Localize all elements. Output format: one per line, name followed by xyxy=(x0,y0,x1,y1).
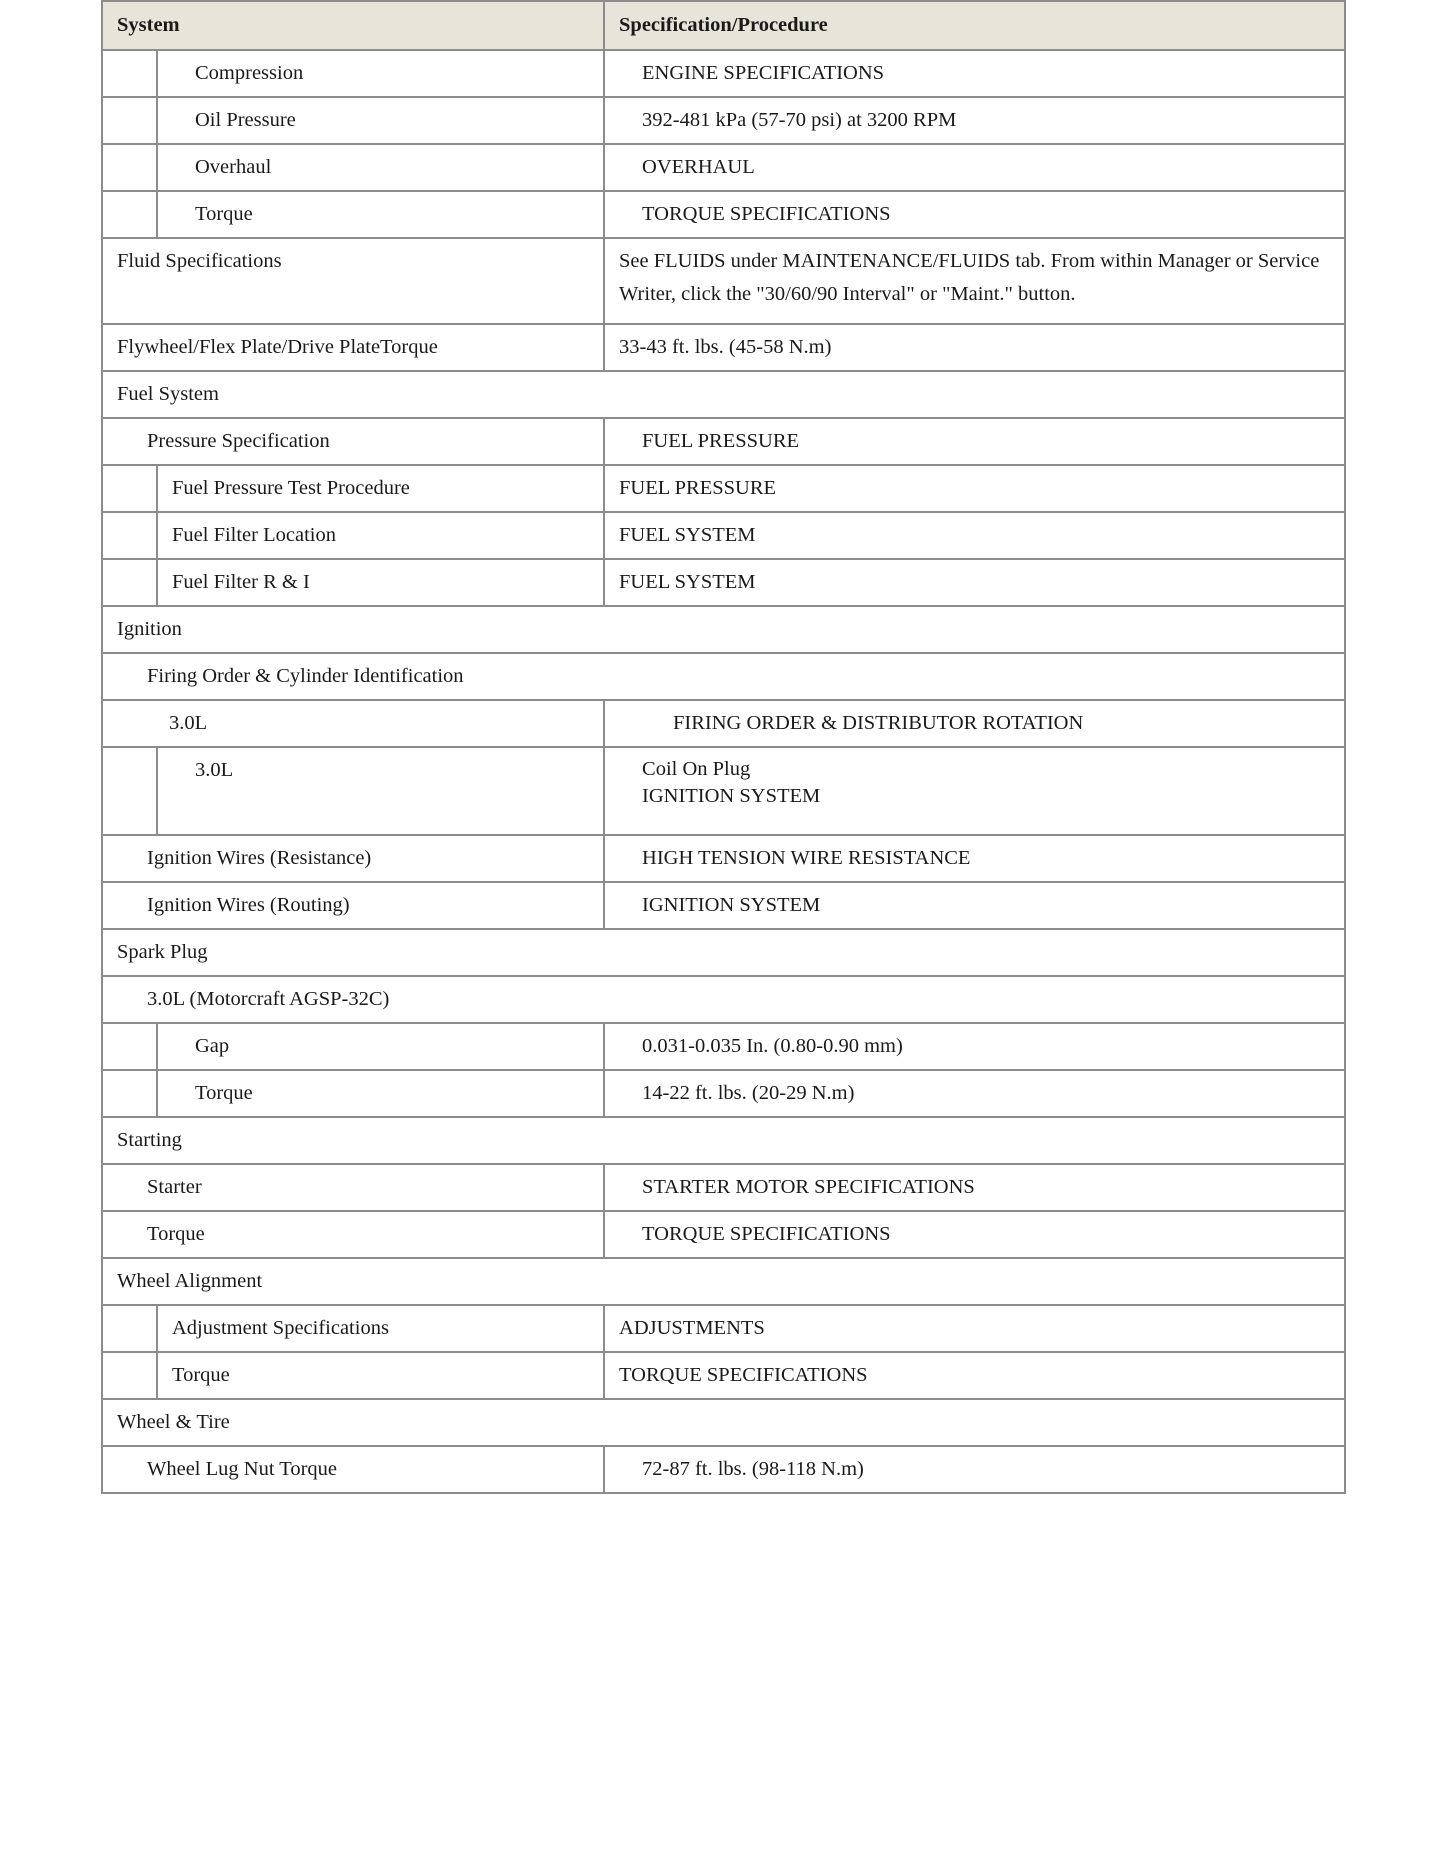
subsection-heading: 3.0L (Motorcraft AGSP-32C) xyxy=(102,976,1345,1023)
section-heading: Fuel System xyxy=(102,371,1345,418)
section-heading: Wheel & Tire xyxy=(102,1399,1345,1446)
system-cell: Fluid Specifications xyxy=(102,238,604,324)
indent-cell xyxy=(102,97,157,144)
system-cell: Fuel Filter R & I xyxy=(157,559,604,606)
section-row xyxy=(102,1117,1345,1164)
indent-cell xyxy=(102,512,157,559)
system-cell: Adjustment Specifications xyxy=(157,1305,604,1352)
section-row xyxy=(102,1399,1345,1446)
section-row xyxy=(102,976,1345,1023)
spec-cell: FUEL PRESSURE xyxy=(604,465,1345,512)
spec-cell: 392-481 kPa (57-70 psi) at 3200 RPM xyxy=(604,97,1345,144)
spec-cell: FUEL PRESSURE xyxy=(604,418,1345,465)
section-row xyxy=(102,653,1345,700)
spec-cell: HIGH TENSION WIRE RESISTANCE xyxy=(604,835,1345,882)
table-row xyxy=(102,1305,1345,1352)
system-cell: Compression xyxy=(157,50,604,97)
table-row xyxy=(102,882,1345,929)
system-cell: Oil Pressure xyxy=(157,97,604,144)
table-row xyxy=(102,559,1345,606)
spec-cell: TORQUE SPECIFICATIONS xyxy=(604,1352,1345,1399)
spec-cell: FUEL SYSTEM xyxy=(604,559,1345,606)
system-cell: Gap xyxy=(157,1023,604,1070)
section-heading: Starting xyxy=(102,1117,1345,1164)
indent-cell xyxy=(102,191,157,238)
system-cell: Pressure Specification xyxy=(102,418,604,465)
section-heading: Spark Plug xyxy=(102,929,1345,976)
system-cell: Torque xyxy=(157,191,604,238)
indent-cell xyxy=(102,1352,157,1399)
spec-cell: See FLUIDS under MAINTENANCE/FLUIDS tab. From within Manager or Service Writer, click the "30/60/90 Interval" or "Maint." button. xyxy=(604,238,1345,324)
table-row xyxy=(102,747,1345,835)
indent-cell xyxy=(102,559,157,606)
table-row xyxy=(102,1211,1345,1258)
spec-line: IGNITION SYSTEM xyxy=(642,785,821,807)
indent-cell xyxy=(102,747,157,835)
spec-cell: ENGINE SPECIFICATIONS xyxy=(604,50,1345,97)
table-row xyxy=(102,238,1345,324)
table-row xyxy=(102,418,1345,465)
spec-cell: TORQUE SPECIFICATIONS xyxy=(604,1211,1345,1258)
table-row xyxy=(102,512,1345,559)
spec-cell: 72-87 ft. lbs. (98-118 N.m) xyxy=(604,1446,1345,1493)
section-row xyxy=(102,929,1345,976)
indent-cell xyxy=(102,1070,157,1117)
indent-cell xyxy=(102,50,157,97)
system-cell: 3.0L xyxy=(102,700,604,747)
system-cell: Fuel Pressure Test Procedure xyxy=(157,465,604,512)
spec-cell: STARTER MOTOR SPECIFICATIONS xyxy=(604,1164,1345,1211)
system-cell: 3.0L xyxy=(157,747,604,835)
system-cell: Flywheel/Flex Plate/Drive PlateTorque xyxy=(102,324,604,371)
table-header-row xyxy=(102,1,1345,50)
spec-cell: 33-43 ft. lbs. (45-58 N.m) xyxy=(604,324,1345,371)
table-row xyxy=(102,1446,1345,1493)
system-cell: Torque xyxy=(157,1352,604,1399)
header-system: System xyxy=(102,1,604,50)
spec-cell: FUEL SYSTEM xyxy=(604,512,1345,559)
system-cell: Torque xyxy=(157,1070,604,1117)
section-heading: Ignition xyxy=(102,606,1345,653)
indent-cell xyxy=(102,1305,157,1352)
section-row xyxy=(102,1258,1345,1305)
system-cell: Starter xyxy=(102,1164,604,1211)
section-heading: Wheel Alignment xyxy=(102,1258,1345,1305)
system-cell: Torque xyxy=(102,1211,604,1258)
table-row xyxy=(102,324,1345,371)
spec-cell xyxy=(604,747,1345,835)
spec-line: Coil On Plug xyxy=(642,758,751,780)
section-row xyxy=(102,606,1345,653)
indent-cell xyxy=(102,465,157,512)
spec-cell: FIRING ORDER & DISTRIBUTOR ROTATION xyxy=(604,700,1345,747)
table-row xyxy=(102,1023,1345,1070)
spec-cell: IGNITION SYSTEM xyxy=(604,882,1345,929)
table-row xyxy=(102,1352,1345,1399)
spec-table xyxy=(101,0,1346,1494)
table-row xyxy=(102,144,1345,191)
table-row xyxy=(102,1070,1345,1117)
table-row xyxy=(102,700,1345,747)
table-row xyxy=(102,50,1345,97)
spec-cell: ADJUSTMENTS xyxy=(604,1305,1345,1352)
system-cell: Ignition Wires (Resistance) xyxy=(102,835,604,882)
subsection-heading: Firing Order & Cylinder Identification xyxy=(102,653,1345,700)
header-spec: Specification/Procedure xyxy=(604,1,1345,50)
spec-cell: 14-22 ft. lbs. (20-29 N.m) xyxy=(604,1070,1345,1117)
spec-cell: TORQUE SPECIFICATIONS xyxy=(604,191,1345,238)
table-row xyxy=(102,835,1345,882)
system-cell: Overhaul xyxy=(157,144,604,191)
table-row xyxy=(102,97,1345,144)
table-row xyxy=(102,465,1345,512)
indent-cell xyxy=(102,144,157,191)
table-row xyxy=(102,191,1345,238)
system-cell: Ignition Wires (Routing) xyxy=(102,882,604,929)
spec-cell: OVERHAUL xyxy=(604,144,1345,191)
section-row xyxy=(102,371,1345,418)
system-cell: Fuel Filter Location xyxy=(157,512,604,559)
system-cell: Wheel Lug Nut Torque xyxy=(102,1446,604,1493)
table-row xyxy=(102,1164,1345,1211)
spec-cell: 0.031-0.035 In. (0.80-0.90 mm) xyxy=(604,1023,1345,1070)
indent-cell xyxy=(102,1023,157,1070)
